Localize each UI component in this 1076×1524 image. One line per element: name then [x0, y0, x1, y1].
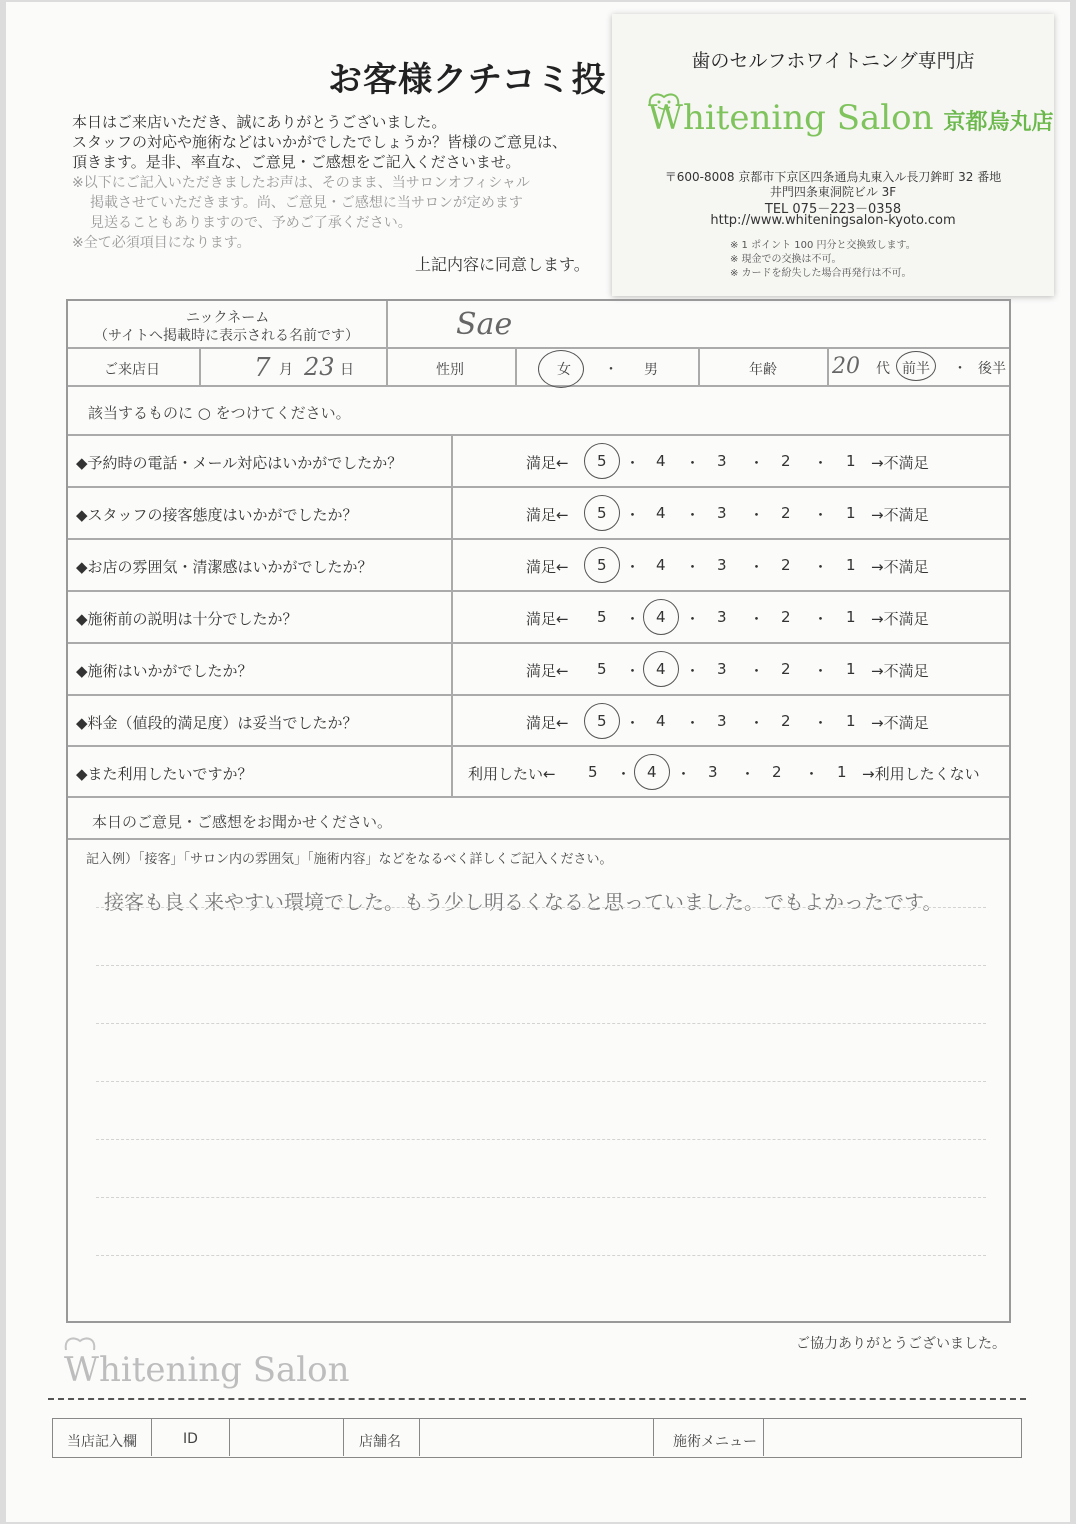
rating-option-3[interactable]: 3 [717, 556, 727, 574]
card-note-3: ※ カードを紛失した場合再発行は不可。 [730, 268, 912, 279]
rating-option-1[interactable]: 1 [846, 660, 856, 678]
rating-option-2[interactable]: 2 [781, 660, 791, 678]
scale-right-label: →不満足 [871, 662, 929, 680]
card-brand-logo [648, 98, 1054, 138]
note-line-3: 見送ることもありますので、予めご了承ください。 [90, 215, 412, 231]
rating-option-1[interactable]: 1 [846, 556, 856, 574]
scale-separator: ・ [813, 714, 829, 732]
rating-option-5[interactable]: 5 [588, 763, 598, 781]
scale-separator: ・ [685, 454, 701, 472]
question-text: ◆施術はいかがでしたか？ [76, 662, 253, 680]
scale-left-label: 満足← [526, 662, 569, 680]
rating-option-4[interactable]: 4 [656, 660, 666, 678]
scale-separator: ・ [625, 714, 641, 732]
scale-right-label: →不満足 [871, 558, 929, 576]
rating-option-5[interactable]: 5 [597, 660, 607, 678]
scale-separator: ・ [813, 662, 829, 680]
rating-selected-circle [584, 547, 620, 583]
rating-selected-circle [643, 651, 679, 687]
rating-option-1[interactable]: 1 [846, 608, 856, 626]
scale-right-label: →不満足 [871, 506, 929, 524]
intro-line-3: 頂きます。是非、率直な、ご意見・ご感想をご記入くださいませ。 [72, 153, 521, 171]
rating-option-3[interactable]: 3 [708, 763, 718, 781]
rating-selected-circle [634, 754, 670, 790]
card-url: http://www.whiteningsalon-kyoto.com [710, 213, 956, 228]
card-tel: TEL 075－223－0358 [764, 202, 902, 217]
rating-option-1[interactable]: 1 [846, 712, 856, 730]
question-text: ◆施術前の説明は十分でしたか？ [76, 610, 298, 628]
scale-right-label: →不満足 [871, 610, 929, 628]
intro-line-2: スタッフの対応や施術などはいかがでしたでしょうか？皆様のご意見は、 [72, 133, 568, 151]
footer-logo: Whitening Salon [64, 1350, 350, 1390]
scale-separator: ・ [685, 558, 701, 576]
card-note-2: ※ 現金での交換は不可。 [730, 254, 842, 265]
cut-line [48, 1398, 1026, 1400]
rating-selected-circle [584, 495, 620, 531]
page-title: お客様クチコミ投 [328, 60, 607, 100]
note-line-2: 掲載させていただきます。尚、ご意見・ご感想に当サロンが定めます [90, 195, 523, 211]
rating-option-4[interactable]: 4 [647, 763, 657, 781]
age-first-half[interactable]: 前半 [902, 361, 930, 377]
agree-text: 上記内容に同意します。 [415, 255, 590, 274]
rating-option-2[interactable]: 2 [781, 504, 791, 522]
gender-male[interactable]: 男 [644, 362, 658, 378]
scale-left-label: 満足← [526, 610, 569, 628]
question-text: ◆お店の雰囲気・清潔感はいかがでしたか？ [76, 558, 373, 576]
gender-label: 性別 [436, 362, 464, 378]
rating-option-3[interactable]: 3 [717, 504, 727, 522]
rating-option-4[interactable]: 4 [656, 556, 666, 574]
menu-label: 施術メニュー [673, 1434, 757, 1450]
scale-separator: ・ [813, 610, 829, 628]
question-text: ◆また利用したいですか？ [76, 765, 253, 783]
scale-separator: ・ [813, 506, 829, 524]
scale-separator: ・ [625, 610, 641, 628]
thanks-text: ご協力ありがとうございました。 [796, 1336, 1006, 1352]
scale-right-label: →不満足 [871, 714, 929, 732]
scale-right-label: →不満足 [871, 454, 929, 472]
rating-option-4[interactable]: 4 [656, 712, 666, 730]
id-label: ID [183, 1431, 198, 1447]
note-line-1: ※以下にご記入いただきましたお声は、そのまま、当サロンオフィシャル [72, 175, 530, 191]
scale-separator: ・ [804, 765, 820, 783]
scale-left-label: 満足← [526, 506, 569, 524]
scale-separator: ・ [625, 454, 641, 472]
scale-right-label: →利用したくない [862, 765, 980, 783]
visit-day-unit: 日 [340, 362, 354, 378]
business-card [612, 14, 1054, 296]
rating-option-1[interactable]: 1 [846, 452, 856, 470]
card-note-1: ※ 1 ポイント 100 円分と交換致します。 [730, 240, 916, 251]
age-label: 年齢 [749, 362, 777, 378]
age-separator: ・ [953, 361, 967, 377]
comment-handwritten[interactable]: 接客も良く来やすい環境でした。もう少し明るくなると思っていました。でもよかったです。 [104, 890, 943, 914]
scale-separator: ・ [676, 765, 692, 783]
circle-instruction: 該当するものに ○ をつけてください。 [88, 404, 351, 422]
scale-separator: ・ [813, 558, 829, 576]
rating-option-5[interactable]: 5 [597, 504, 607, 522]
rating-option-2[interactable]: 2 [781, 608, 791, 626]
rating-option-3[interactable]: 3 [717, 452, 727, 470]
rating-selected-circle [643, 599, 679, 635]
scale-left-label: 満足← [526, 714, 569, 732]
card-brand-name: Whitening Salon [648, 98, 934, 138]
store-label: 店舗名 [359, 1434, 401, 1450]
scale-separator: ・ [749, 506, 765, 524]
scale-separator: ・ [740, 765, 756, 783]
rating-option-1[interactable]: 1 [837, 763, 847, 781]
card-building: 井門四条東洞院ビル 3F [769, 185, 897, 199]
visit-month-unit: 月 [279, 362, 293, 378]
scale-separator: ・ [749, 454, 765, 472]
rating-option-2[interactable]: 2 [772, 763, 782, 781]
staff-entry-label: 当店記入欄 [67, 1434, 137, 1450]
scale-left-label: 利用したい← [468, 765, 556, 783]
question-text: ◆予約時の電話・メール対応はいかがでしたか？ [76, 454, 403, 472]
visit-day: 23 [304, 353, 335, 381]
scale-separator: ・ [685, 714, 701, 732]
scale-separator: ・ [749, 610, 765, 628]
nickname-label: ニックネーム [186, 310, 270, 326]
rating-option-2[interactable]: 2 [781, 712, 791, 730]
rating-option-4[interactable]: 4 [656, 608, 666, 626]
scale-separator: ・ [749, 714, 765, 732]
question-text: ◆スタッフの接客態度はいかがでしたか？ [76, 506, 358, 524]
rating-option-5[interactable]: 5 [597, 452, 607, 470]
rating-option-5[interactable]: 5 [597, 608, 607, 626]
card-tagline: 歯のセルフホワイトニング専門店 [691, 50, 975, 72]
review-form [66, 299, 1011, 1323]
note-line-4: ※全て必須項目になります。 [72, 235, 251, 251]
scale-separator: ・ [616, 765, 632, 783]
visit-date-label: ご来店日 [104, 362, 160, 378]
card-address: 〒600-8008 京都市下京区四条通烏丸東入ル長刀鉾町 32 番地 [664, 170, 1002, 184]
comment-example: 記入例）「接客」「サロン内の雰囲気」「施術内容」などをなるべく詳しくご記入ください。 [86, 852, 613, 867]
scale-separator: ・ [749, 662, 765, 680]
intro-line-1: 本日はご来店いただき、誠にありがとうございました。 [72, 113, 447, 131]
rating-selected-circle [584, 703, 620, 739]
scale-separator: ・ [625, 506, 641, 524]
scale-separator: ・ [749, 558, 765, 576]
age-value[interactable]: 20 [832, 354, 860, 379]
scale-separator: ・ [813, 454, 829, 472]
rating-option-2[interactable]: 2 [781, 556, 791, 574]
scale-left-label: 満足← [526, 558, 569, 576]
rating-option-4[interactable]: 4 [656, 452, 666, 470]
comment-heading: 本日のご意見・ご感想をお聞かせください。 [92, 813, 393, 831]
card-branch-name: 京都烏丸店 [943, 110, 1054, 135]
rating-option-5[interactable]: 5 [597, 712, 607, 730]
rating-option-3[interactable]: 3 [717, 660, 727, 678]
scale-separator: ・ [625, 662, 641, 680]
rating-option-4[interactable]: 4 [656, 504, 666, 522]
question-text: ◆料金（値段的満足度）は妥当でしたか？ [76, 714, 358, 732]
gender-female[interactable]: 女 [557, 362, 571, 378]
rating-option-3[interactable]: 3 [717, 712, 727, 730]
scale-separator: ・ [685, 662, 701, 680]
age-second-half[interactable]: 後半 [978, 361, 1006, 377]
rating-selected-circle [584, 443, 620, 479]
nickname-sublabel: （サイトへ掲載時に表示される名前です） [94, 328, 360, 344]
scale-left-label: 満足← [526, 454, 569, 472]
rating-option-3[interactable]: 3 [717, 608, 727, 626]
scale-separator: ・ [685, 506, 701, 524]
rating-option-1[interactable]: 1 [846, 504, 856, 522]
scale-separator: ・ [685, 610, 701, 628]
nickname-value[interactable]: Sae [456, 307, 513, 342]
rating-option-5[interactable]: 5 [597, 556, 607, 574]
visit-month: 7 [254, 353, 271, 383]
staff-entry-row [52, 1418, 1022, 1458]
age-unit: 代 [876, 361, 890, 377]
gender-separator: ・ [604, 362, 618, 378]
scale-separator: ・ [625, 558, 641, 576]
rating-option-2[interactable]: 2 [781, 452, 791, 470]
